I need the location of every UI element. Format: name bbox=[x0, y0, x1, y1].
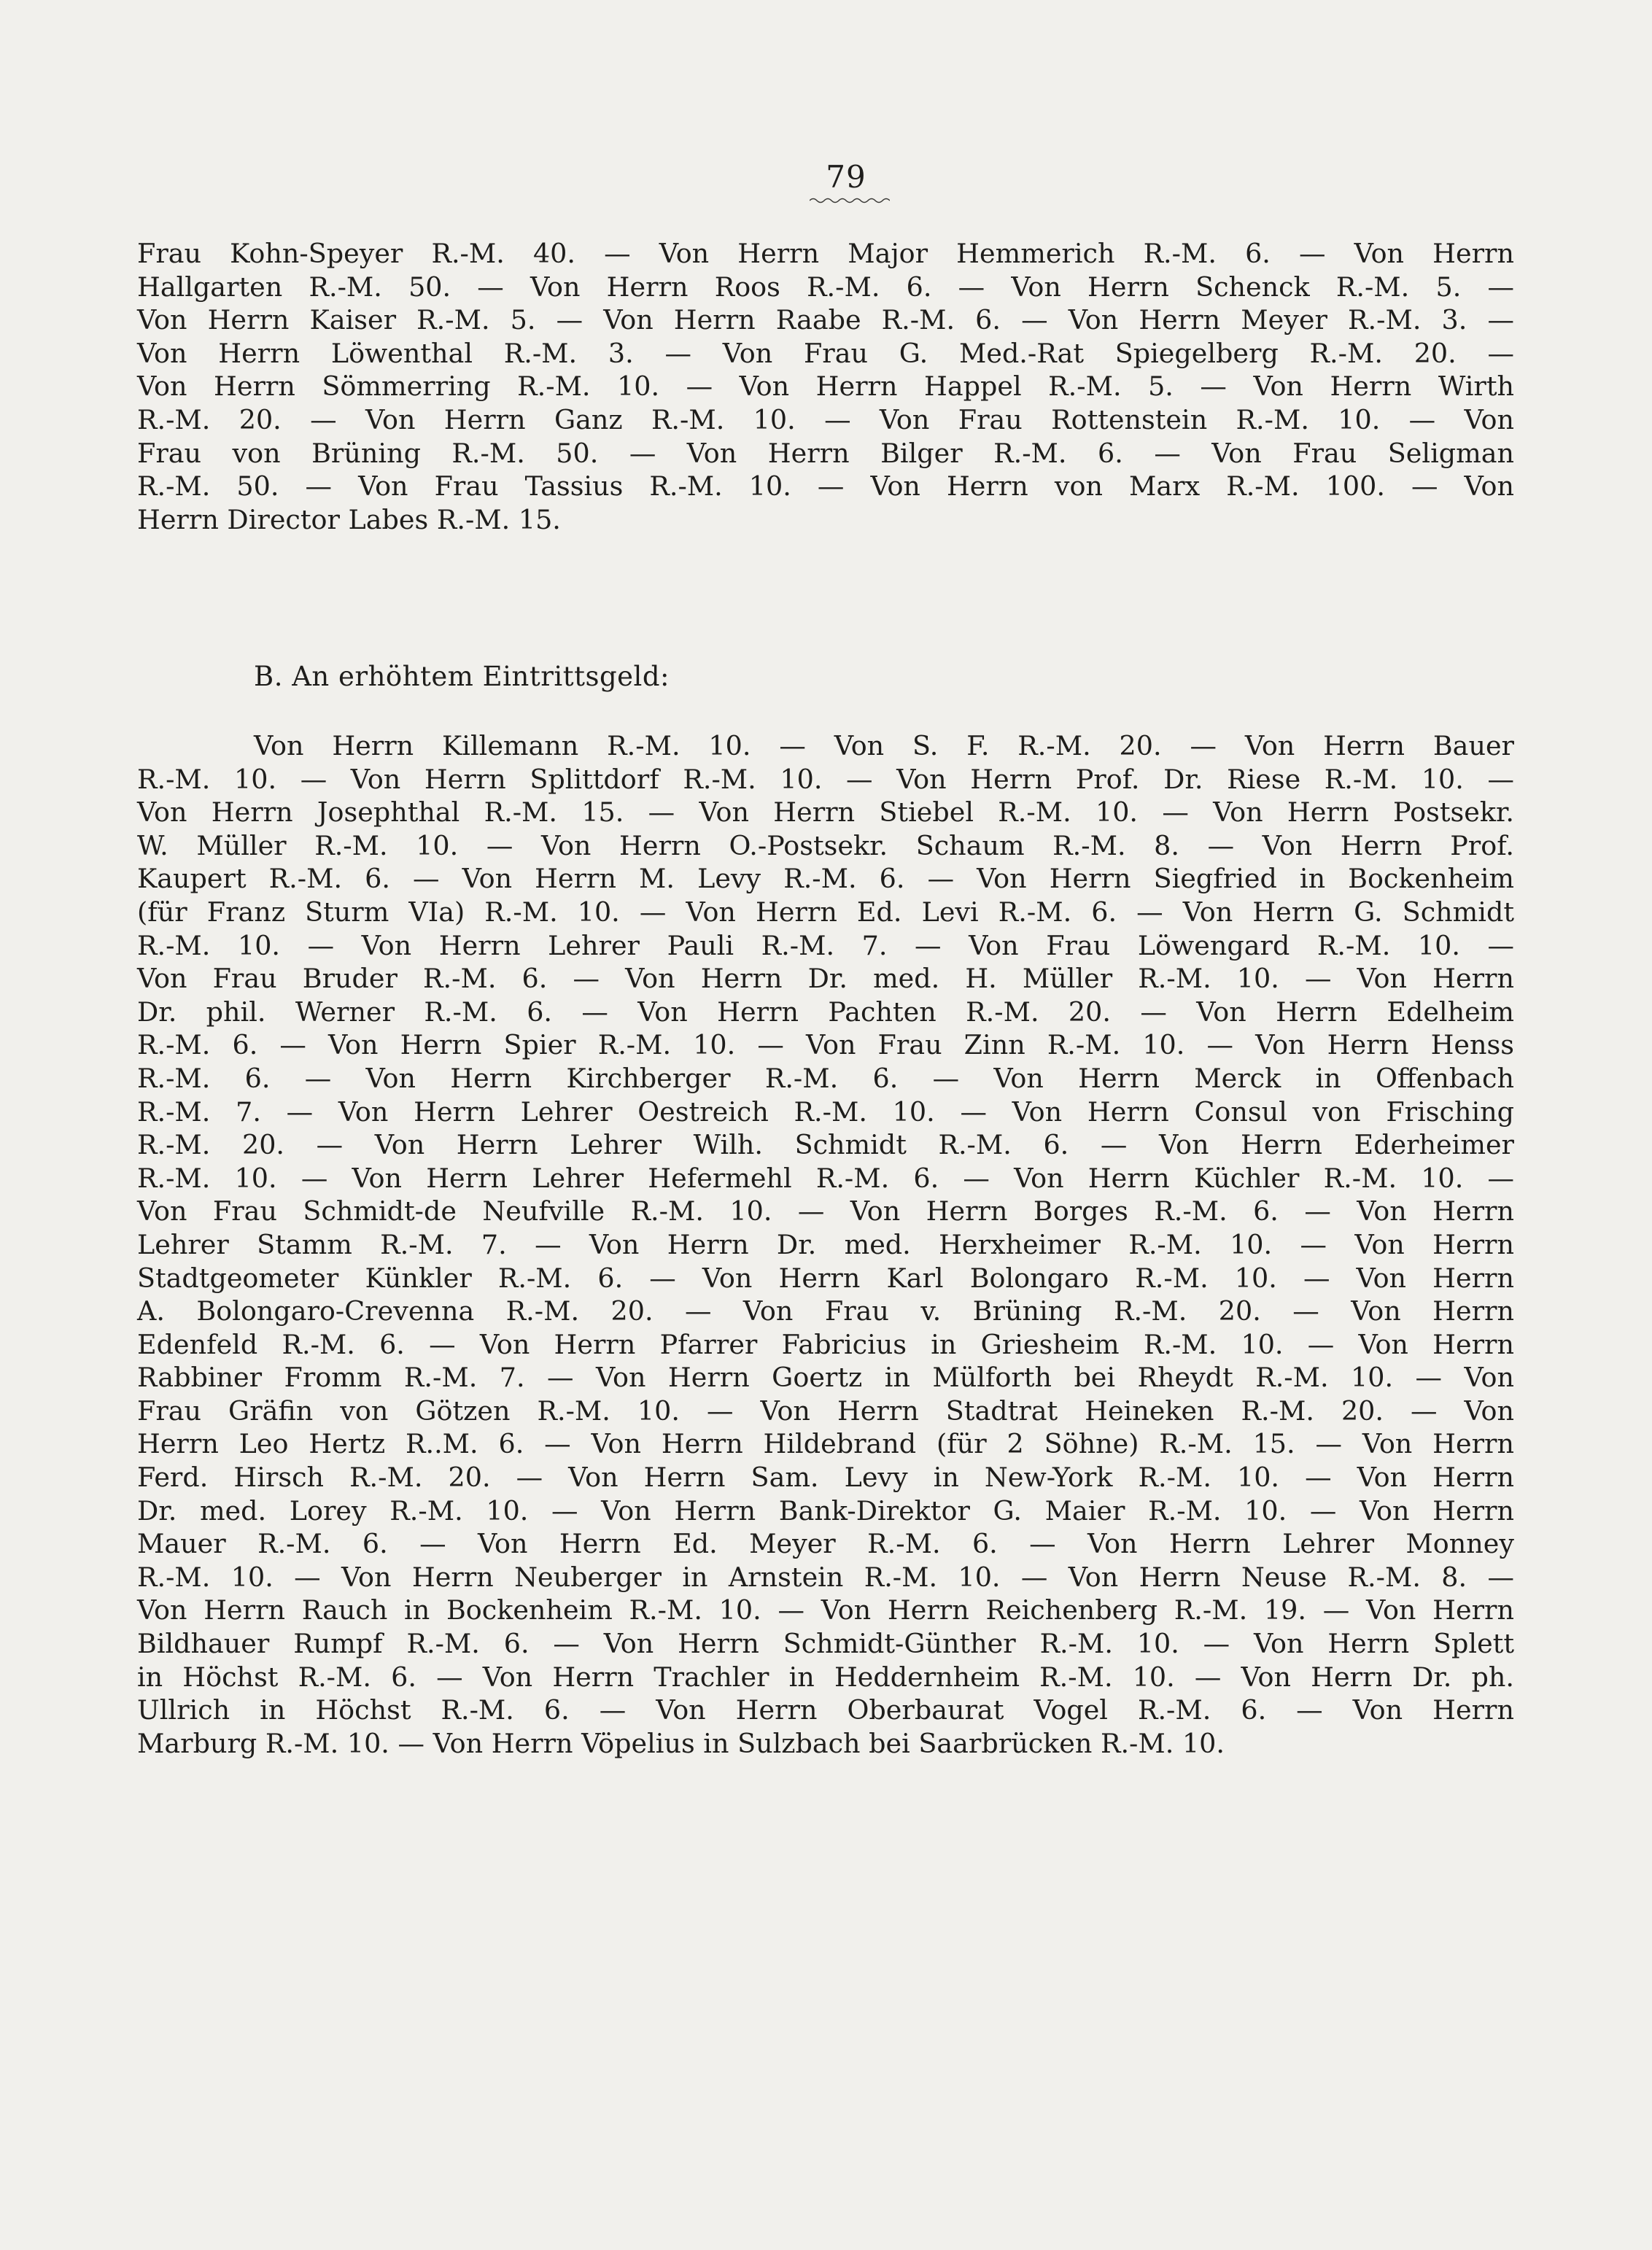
text-line: Stadtgeometer Künkler R.-M. 6. — Von Herrn Karl Bolongaro R.-M. 10. — Von Herrn bbox=[137, 1262, 1514, 1294]
text-line: R.-M. 20. — Von Herrn Ganz R.-M. 10. — Von Frau Rottenstein R.-M. 10. — Von bbox=[137, 403, 1514, 435]
text-line: Edenfeld R.-M. 6. — Von Herrn Pfarrer Fabricius in Griesheim R.-M. 10. — Von Herrn bbox=[137, 1328, 1514, 1360]
text-line: Frau Gräfin von Götzen R.-M. 10. — Von Herrn Stadtrat Heineken R.-M. 20. — Von bbox=[137, 1394, 1514, 1427]
section-heading: B. An erhöhtem Eintrittsgeld: bbox=[254, 661, 670, 692]
text-line: R.-M. 50. — Von Frau Tassius R.-M. 10. — Von Herrn von Marx R.-M. 100. — Von bbox=[137, 470, 1514, 503]
text-line: Mauer R.-M. 6. — Von Herrn Ed. Meyer R.-M. 6. — Von Herrn Lehrer Monney bbox=[137, 1528, 1514, 1560]
text-line: Von Herrn Löwenthal R.-M. 3. — Von Frau G. Med.-Rat Spiegelberg R.-M. 20. — bbox=[137, 337, 1514, 369]
text-line: Herrn Leo Hertz R..M. 6. — Von Herrn Hildebrand (für 2 Söhne) R.-M. 15. — Von Herrn bbox=[137, 1428, 1514, 1460]
text-line: Frau Kohn-Speyer R.-M. 40. — Von Herrn Major Hemmerich R.-M. 6. — Von Herrn bbox=[137, 238, 1514, 269]
text-line: R.-M. 6. — Von Herrn Spier R.-M. 10. — Von Frau Zinn R.-M. 10. — Von Herrn Henss bbox=[137, 1029, 1514, 1061]
text-line: (für Franz Sturm VIa) R.-M. 10. — Von Herrn Ed. Levi R.-M. 6. — Von Herrn G. Schmidt bbox=[137, 896, 1514, 928]
text-line: Von Frau Bruder R.-M. 6. — Von Herrn Dr. med. H. Müller R.-M. 10. — Von Herrn bbox=[137, 963, 1514, 995]
text-line: in Höchst R.-M. 6. — Von Herrn Trachler in Heddernheim R.-M. 10. — Von Herrn Dr. ph. bbox=[137, 1661, 1514, 1693]
text-line: Von Herrn Josephthal R.-M. 15. — Von Herrn Stiebel R.-M. 10. — Von Herrn Postsekr. bbox=[137, 796, 1514, 829]
page-number-flourish bbox=[810, 197, 890, 204]
text-line: R.-M. 10. — Von Herrn Lehrer Hefermehl R.-M. 6. — Von Herrn Küchler R.-M. 10. — bbox=[137, 1162, 1514, 1194]
text-line: Dr. phil. Werner R.-M. 6. — Von Herrn Pachten R.-M. 20. — Von Herrn Edelheim bbox=[137, 996, 1514, 1028]
text-line: R.-M. 10. — Von Herrn Neuberger in Arnstein R.-M. 10. — Von Herrn Neuse R.-M. 8. — bbox=[137, 1561, 1514, 1593]
text-line: Von Herrn Rauch in Bockenheim R.-M. 10. — Von Herrn Reichenberg R.-M. 19. — Von Herrn bbox=[137, 1594, 1514, 1626]
text-line: R.-M. 10. — Von Herrn Lehrer Pauli R.-M. 7. — Von Frau Löwengard R.-M. 10. — bbox=[137, 929, 1514, 961]
text-line: Herrn Director Labes R.-M. 15. bbox=[137, 503, 561, 535]
text-line: Von Herrn Killemann R.-M. 10. — Von S. F. R.-M. 20. — Von Herrn Bauer bbox=[254, 730, 1514, 761]
text-line: Ferd. Hirsch R.-M. 20. — Von Herrn Sam. Levy in New-York R.-M. 10. — Von Herrn bbox=[137, 1462, 1514, 1494]
text-line: Dr. med. Lorey R.-M. 10. — Von Herrn Bank-Direktor G. Maier R.-M. 10. — Von Herrn bbox=[137, 1494, 1514, 1526]
text-line: R.-M. 20. — Von Herrn Lehrer Wilh. Schmidt R.-M. 6. — Von Herrn Ederheimer bbox=[137, 1129, 1514, 1161]
text-line: Bildhauer Rumpf R.-M. 6. — Von Herrn Schmidt-Günther R.-M. 10. — Von Herrn Splett bbox=[137, 1628, 1514, 1660]
donation-list-section-a bbox=[137, 237, 1514, 536]
text-line: Ullrich in Höchst R.-M. 6. — Von Herrn Oberbaurat Vogel R.-M. 6. — Von Herrn bbox=[137, 1694, 1514, 1726]
text-line: R.-M. 7. — Von Herrn Lehrer Oestreich R.-M. 10. — Von Herrn Consul von Frisching bbox=[137, 1095, 1514, 1128]
text-line: Lehrer Stamm R.-M. 7. — Von Herrn Dr. med. Herxheimer R.-M. 10. — Von Herrn bbox=[137, 1228, 1514, 1260]
text-line: Kaupert R.-M. 6. — Von Herrn M. Levy R.-M. 6. — Von Herrn Siegfried in Bockenheim bbox=[137, 863, 1514, 895]
text-line: Hallgarten R.-M. 50. — Von Herrn Roos R.-M. 6. — Von Herrn Schenck R.-M. 5. — bbox=[137, 271, 1514, 303]
text-line: Marburg R.-M. 10. — Von Herrn Vöpelius in Sulzbach bei Saarbrücken R.-M. 10. bbox=[137, 1727, 1225, 1759]
donation-list-section-b bbox=[137, 729, 1514, 1760]
text-line: W. Müller R.-M. 10. — Von Herrn O.-Postsekr. Schaum R.-M. 8. — Von Herrn Prof. bbox=[137, 829, 1514, 861]
text-line: Rabbiner Fromm R.-M. 7. — Von Herrn Goertz in Mülforth bei Rheydt R.-M. 10. — Von bbox=[137, 1362, 1514, 1394]
text-line: A. Bolongaro-Crevenna R.-M. 20. — Von Frau v. Brüning R.-M. 20. — Von Herrn bbox=[137, 1295, 1514, 1327]
page-number: 79 bbox=[826, 159, 866, 195]
text-line: Von Frau Schmidt-de Neufville R.-M. 10. — Von Herrn Borges R.-M. 6. — Von Herrn bbox=[137, 1195, 1514, 1227]
text-line: Von Herrn Sömmerring R.-M. 10. — Von Herrn Happel R.-M. 5. — Von Herrn Wirth bbox=[137, 371, 1514, 403]
text-line: Von Herrn Kaiser R.-M. 5. — Von Herrn Raabe R.-M. 6. — Von Herrn Meyer R.-M. 3. — bbox=[137, 304, 1514, 336]
text-line: R.-M. 6. — Von Herrn Kirchberger R.-M. 6. — Von Herrn Merck in Offenbach bbox=[137, 1062, 1514, 1094]
text-line: R.-M. 10. — Von Herrn Splittdorf R.-M. 10. — Von Herrn Prof. Dr. Riese R.-M. 10. — bbox=[137, 763, 1514, 795]
text-line: Frau von Brüning R.-M. 50. — Von Herrn Bilger R.-M. 6. — Von Frau Seligman bbox=[137, 437, 1514, 469]
